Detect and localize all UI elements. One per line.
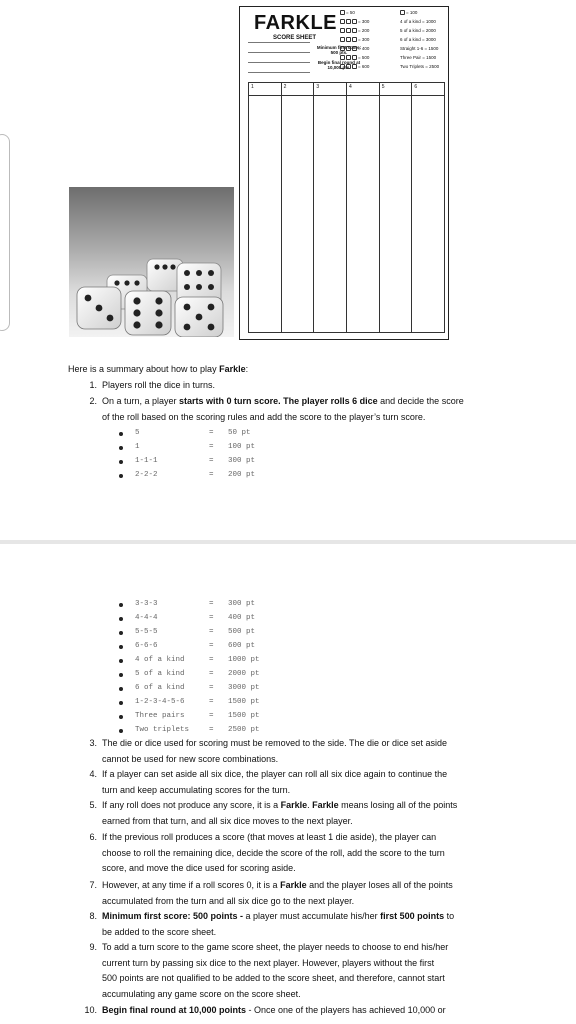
player-columns-body	[248, 95, 445, 333]
column-label: 1	[249, 83, 282, 95]
scoring-rule: 1-2-3-4-5-6 = 1500 pt	[119, 698, 319, 712]
column-label: 5	[380, 83, 413, 95]
die-icon	[400, 10, 405, 15]
final-round-note: Begin final round at 10,000 pts.	[317, 60, 361, 70]
score-rule-row: = 300	[340, 19, 369, 24]
die-icon	[340, 19, 345, 24]
die-icon	[352, 64, 357, 69]
die-icon	[352, 55, 357, 60]
die-icon	[340, 37, 345, 42]
die-icon	[346, 55, 351, 60]
score-rule-row: 4 of a kind = 1000	[400, 19, 436, 24]
die-icon	[340, 46, 345, 51]
column-label: 2	[282, 83, 315, 95]
die-icon	[352, 37, 357, 42]
player-columns-header	[248, 82, 445, 96]
scoring-rule: Three pairs = 1500 pt	[119, 712, 319, 726]
die-icon	[346, 19, 351, 24]
score-rule-row: = 200	[340, 28, 369, 33]
score-sheet-header	[240, 7, 447, 79]
scoring-rule: 5 of a kind = 2000 pt	[119, 670, 319, 684]
scoring-rule: 6-6-6 = 600 pt	[119, 642, 319, 656]
die-icon	[352, 28, 357, 33]
scoring-rule: Two triplets = 2500 pt	[119, 726, 319, 740]
scoring-rule: 3-3-3 = 300 pt	[119, 600, 319, 614]
score-rule-row: Two Triplets = 2500	[400, 64, 440, 69]
score-rule-row: Three Pair = 1500	[400, 55, 437, 60]
score-rule-row: 6 of a kind = 3000	[400, 37, 436, 42]
document-page-2: 3-3-3 = 300 pt 4-4-4 = 400 pt 5-5-5 = 500 pt 6-6-6 = 600 pt 4 of a kind = 1000 pt 5 of a kind = 2000 pt 6 of a kind = 3000 pt 1-2-3-4-5-6 = 1500 pt Three pairs = 1500 pt Two triplets = 2500 pt 3. The die or dice used for scoring must be removed to the side. The die or dice set aside cannot be used for new score combinations. 4. If a player can set aside all six dice, the player can roll all six dice again to continue the turn and keep accumulating scores for the turn. 5. If any roll does not produce any score, it is a Farkle. Farkle means losing all of the points earned from that turn, and all six dice moves to the next player. 6. If the previous roll produces a score (that moves at least 1 die aside), the player can choose to roll the remaining dice, decide the score of the roll, add the score to the turn score, and move the dice used for scoring aside. 7. However, at any time if a roll scores 0, it is a Farkle and the player loses all of the points accumulated from the turn and all six dice go to the next player. 8. Minimum first score: 500 points - a player must accumulate his/her first 500 points to be added to the score sheet. 9. To add a turn score to the game score sheet, the player needs to choose to end his/her current turn by passing six dice to the next player. However, players without the first 500 points are not qualified to be added to the score sheet, and therefore, cannot start accumulating any game score on the score sheet. 10. Begin final round at 10,000 points - Once one of the players has achieved 10,000 or	[0, 544, 576, 1024]
score-sheet-title: FARKLE	[254, 12, 337, 34]
die-icon	[340, 55, 345, 60]
die-icon	[346, 37, 351, 42]
score-rule-row: = 50	[340, 10, 355, 15]
column-label: 4	[347, 83, 380, 95]
column-label: 6	[414, 84, 418, 90]
scoring-rule: 1 = 100 pt	[119, 443, 319, 457]
score-rule-row: = 300	[340, 37, 369, 42]
score-rule-row: = 600	[340, 64, 369, 69]
column-label: 3	[314, 83, 347, 95]
document-page-1: FARKLE SCORE SHEET Minimum first score: 500 pts. Begin final round at 10,000 pts. = 50 = 300 = 200 = 300 = 400 = 500 = 600 = 100 4 of a kind = 1000 5 of a kind = 2000 6 of a kind = 3000 Straight 1-6 = 1500 Three Pair = 1500 Two Triplets = 2500 1 2 3 4 5 6 Here is a summary about how to play Farkle: 1. Players roll the dice in turns. 2. On a turn, a player starts with 0 turn score. The player rolls 6 dice and decide the score of the roll based on the scoring rules and add the score to the player’s turn score. 5 = 50 pt 1 = 100 pt 1-1-1 = 300 pt 2-2-2 = 200 pt	[0, 0, 576, 540]
die-icon	[340, 64, 345, 69]
scoring-rule: 5 = 50 pt	[119, 429, 319, 443]
score-rule-row: Straight 1-6 = 1500	[400, 46, 439, 51]
dice-photo	[69, 187, 234, 337]
scoring-rule: 4-4-4 = 400 pt	[119, 614, 319, 628]
score-sheet-subtitle: SCORE SHEET	[273, 35, 317, 41]
scoring-rule: 2-2-2 = 200 pt	[119, 471, 319, 485]
die-icon	[346, 46, 351, 51]
score-rule-row: = 500	[340, 55, 369, 60]
scoring-rule: 5-5-5 = 500 pt	[119, 628, 319, 642]
die-icon	[346, 64, 351, 69]
score-rule-row: = 100	[400, 10, 417, 15]
scoring-rule: 1-1-1 = 300 pt	[119, 457, 319, 471]
score-rule-row: 5 of a kind = 2000	[400, 28, 436, 33]
scoring-rule: 6 of a kind = 3000 pt	[119, 684, 319, 698]
side-panel-edge	[0, 134, 10, 331]
die-icon	[340, 28, 345, 33]
die-icon	[346, 28, 351, 33]
dice-illustration	[69, 187, 234, 337]
die-icon	[352, 19, 357, 24]
minimum-score-note: Minimum first score: 500 pts.	[316, 45, 362, 55]
farkle-score-sheet	[239, 6, 449, 340]
score-rule-row: = 400	[340, 46, 369, 51]
die-icon	[352, 46, 357, 51]
die-icon	[340, 10, 345, 15]
intro-text: Here is a summary about how to play Farkle:	[68, 364, 249, 374]
scoring-rule: 4 of a kind = 1000 pt	[119, 656, 319, 670]
